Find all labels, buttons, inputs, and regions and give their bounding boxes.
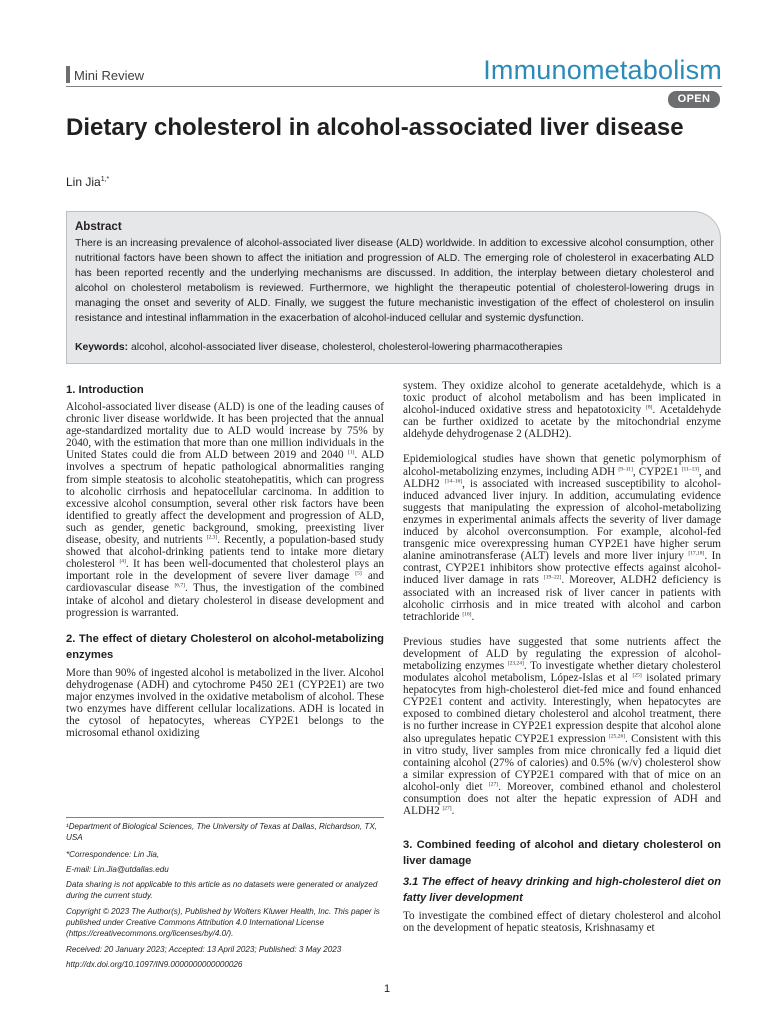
author-name: Lin Jia xyxy=(66,175,101,189)
citation-marker: [8] xyxy=(646,404,653,411)
article-type-label: Mini Review xyxy=(74,68,145,83)
citation-marker: [5] xyxy=(355,570,362,577)
section-heading-enzymes: 2. The effect of dietary Cholesterol on alcohol-metabolizing enzymes xyxy=(66,632,384,661)
footnote-doi: http://dx.doi.org/10.1097/IN9.0000000000000026 xyxy=(66,960,243,969)
citation-marker: [6,7] xyxy=(174,582,185,589)
citation-marker: [9–11] xyxy=(618,465,633,472)
text-run: . Moreover, ALDH2 deficiency is associated with an increased risk of liver cancer in patients with alcoholic cirrhosis and in mice treated with alcohol and carbon tetrachloride xyxy=(403,574,721,623)
keywords-list: alcohol, alcohol-associated liver disease, cholesterol, cholesterol-lowering pharmacotherapies xyxy=(131,342,563,353)
article-title: Dietary cholesterol in alcohol-associated liver disease xyxy=(66,114,684,141)
keywords-line xyxy=(75,342,714,353)
text-run: Alcohol-associated liver disease (ALD) is one of the leading causes of chronic liver disease worldwide. It has been projected that the annual age-standardized mortality due to ALD would increase by 75% by 2040, with the estimation that more than one million individuals in the United States could die from ALD between 2019 and 2040 xyxy=(66,401,384,462)
acetaldehyde-paragraph xyxy=(403,380,721,440)
citation-marker: [1] xyxy=(348,449,355,456)
abstract-text: There is an increasing prevalence of alcohol-associated liver disease (ALD) worldwide. In addition to excessive alcohol consumption, other nutritional factors have been shown to affect the initiation and progression of ALD. The emerging role of cholesterol in exacerbating ALD has been reported recently and the underlying mechanisms are discussed. In addition, the interplay between dietary cholesterol and alcohol on cholesterol metabolism is reviewed. Furthermore, we highlight the therapeutic potential of cholesterol-lowering drugs in managing the onset and severity of ALD. Finally, we suggest the future mechanistic investigation of the effect of cholesterol on insulin resistance and intestinal inflammation in the exacerbation of alcohol-induced cellular and systemic dysfunction. xyxy=(75,238,714,324)
citation-marker: [11–13] xyxy=(681,465,699,472)
text-run: . Consistent with this in vitro study, liver samples from mice chronically fed a liquid diet containing alcohol (27% of calories) and 0.5% (w/v) cholesterol show a similar expression of CYP2E1 compared with that of mice on an alcohol-only diet xyxy=(403,732,721,793)
citation-marker: [25,26] xyxy=(608,732,626,739)
citation-marker: [19–22] xyxy=(543,574,562,581)
right-column xyxy=(403,380,721,934)
text-run: Previous studies have suggested that some nutrients affect the development of ALD by regulating the expression of alcohol-metabolizing enzymes xyxy=(403,635,721,672)
open-access-badge: OPEN xyxy=(668,91,720,108)
citation-marker: [4] xyxy=(119,558,126,565)
text-run: Epidemiological studies have shown that genetic polymorphism of alcohol-metabolizing enzymes, including ADH xyxy=(403,453,721,478)
citation-marker: [2,3] xyxy=(206,534,218,541)
text-run: More than 90% of ingested alcohol is metabolized in the liver. Alcohol dehydrogenase (ADH) and cytochrome P450 2E1 (CYP2E1) are two major enzymes involved in the oxidative metabolism of alcohol. These two enzymes have different cellular localizations. ADH is located in the cytosol of hepatocytes, whereas CYP2E1 belongs to the microsomal ethanol oxidizing xyxy=(66,666,384,740)
footnote-dates: Received: 20 January 2023; Accepted: 13 April 2023; Published: 3 May 2023 xyxy=(66,945,342,954)
nutrients-paragraph xyxy=(403,636,721,817)
header-accent-bar xyxy=(66,66,70,83)
left-column xyxy=(66,382,384,739)
page-number: 1 xyxy=(384,983,391,995)
introduction-paragraph xyxy=(66,401,384,619)
fatty-liver-paragraph xyxy=(403,910,721,934)
citation-marker: [17,18] xyxy=(688,550,705,557)
text-run: and cardiovascular disease xyxy=(66,570,384,595)
footnote-data-sharing: Data sharing is not applicable to this article as no datasets were generated or analyzed during the current study. xyxy=(66,880,378,900)
text-run: , is associated with increased susceptibility to alcohol-induced advanced liver injury. In addition, accumulating evidence suggests that manipulating the expression of alcohol-metabolizing enzymes in experimental animals affects the severity of liver damage induced by alcohol overconsumption. For example, alcohol-fed transgenic mice overexpressing human CYP2E1 have higher serum alanine aminotransferase (ALT) levels and more liver injury xyxy=(403,477,721,563)
journal-name: Immunometabolism xyxy=(483,55,722,85)
citation-marker: [14–16] xyxy=(444,477,463,484)
text-run: . Thus, the investigation of the combined intake of alcohol and dietary cholesterol in disease development and progression is warranted. xyxy=(66,582,384,619)
citation-marker: [16] xyxy=(462,610,472,617)
footnote-affiliation: ¹Department of Biological Sciences, The University of Texas at Dallas, Richardson, TX, USA xyxy=(66,822,377,842)
text-run: . To investigate whether dietary cholesterol modulates alcohol metabolism, López-Islas et al xyxy=(403,659,721,685)
text-run: , CYP2E1 xyxy=(632,465,682,478)
footnote-copyright: Copyright © 2023 The Author(s), Published by Wolters Kluwer Health, Inc. This paper is published under Creative Commons Attribution 4.0 International License (https://creativecommons.org/licenses/by/4.0/). xyxy=(66,907,380,938)
text-run: . Acetaldehyde can be further oxidized to acetate by the mitochondrial enzyme aldehyde dehydrogenase 2 (ALDH2). xyxy=(403,404,721,441)
author-affiliation-marks: 1,* xyxy=(100,176,110,183)
text-run: . In contrast, CYP2E1 inhibitors show protective effects against alcohol-induced liver damage in rats xyxy=(403,550,721,587)
text-run: , and ALDH2 xyxy=(403,465,721,490)
text-run: . xyxy=(471,610,475,623)
text-run: . xyxy=(451,805,455,818)
text-run: To investigate the combined effect of dietary cholesterol and alcohol on the development of hepatic steatosis, Krishnasamy et xyxy=(403,910,721,935)
epidemiology-paragraph xyxy=(403,453,721,622)
text-run: . ALD involves a spectrum of hepatic pathological abnormalities ranging from simple steatosis to alcoholic steatohepatitis, which can progress to alcoholic cirrhosis and hepatocellular carcinoma. In addition to excessive alcohol consumption, several other risk factors have been identified to greatly affect the development and progression of ALD, such as gender, genetic background, smoking, preexisting liver disease, obesity, and nutrients xyxy=(66,449,384,547)
citation-marker: [27] xyxy=(442,805,452,812)
footnote-divider xyxy=(66,817,384,818)
text-run: . Moreover, combined ethanol and cholesterol consumption does not alter the hepatic expression of ADH and ALDH2 xyxy=(403,780,721,818)
text-run: . Recently, a population-based study showed that alcohol-drinking patients tend to intake more dietary cholesterol xyxy=(66,534,385,571)
citation-marker: [25] xyxy=(632,672,642,679)
footnote-correspondence: *Correspondence: Lin Jia, xyxy=(66,850,160,859)
citation-marker: [23,24] xyxy=(507,660,524,667)
keywords-label: Keywords: xyxy=(75,342,129,353)
text-run: system. They oxidize alcohol to generate acetaldehyde, which is a toxic product of alcohol metabolism and has been implicated in alcohol-induced oxidative stress and hepatotoxicity xyxy=(403,380,721,417)
enzymes-paragraph xyxy=(66,667,384,740)
footnote-email: E-mail: Lin.Jia@utdallas.edu xyxy=(66,865,169,874)
section-heading-combined-feeding: 3. Combined feeding of alcohol and dietary cholesterol on liver damage xyxy=(403,839,721,868)
header-divider xyxy=(66,86,722,87)
subsection-heading-fatty-liver: 3.1 The effect of heavy drinking and high-cholesterol diet on fatty liver development xyxy=(403,876,721,904)
citation-marker: [27] xyxy=(488,781,499,788)
section-heading-introduction: 1. Introduction xyxy=(66,384,144,396)
text-run: . It has been well-documented that cholesterol plays an important role in the development of severe liver damage xyxy=(66,558,384,583)
abstract-heading: Abstract xyxy=(75,221,122,233)
text-run: isolated primary hepatocytes from high-cholesterol diet-fed mice and found enhanced CYP2E1 content and activity. Interestingly, when hepatocytes are exposed to combined dietary cholesterol and alcohol treatment, there is no further increase in CYP2E1 expression despite that alcohol alone also upregulates hepatic CYP2E1 expression xyxy=(403,672,721,745)
author-line xyxy=(66,175,109,189)
